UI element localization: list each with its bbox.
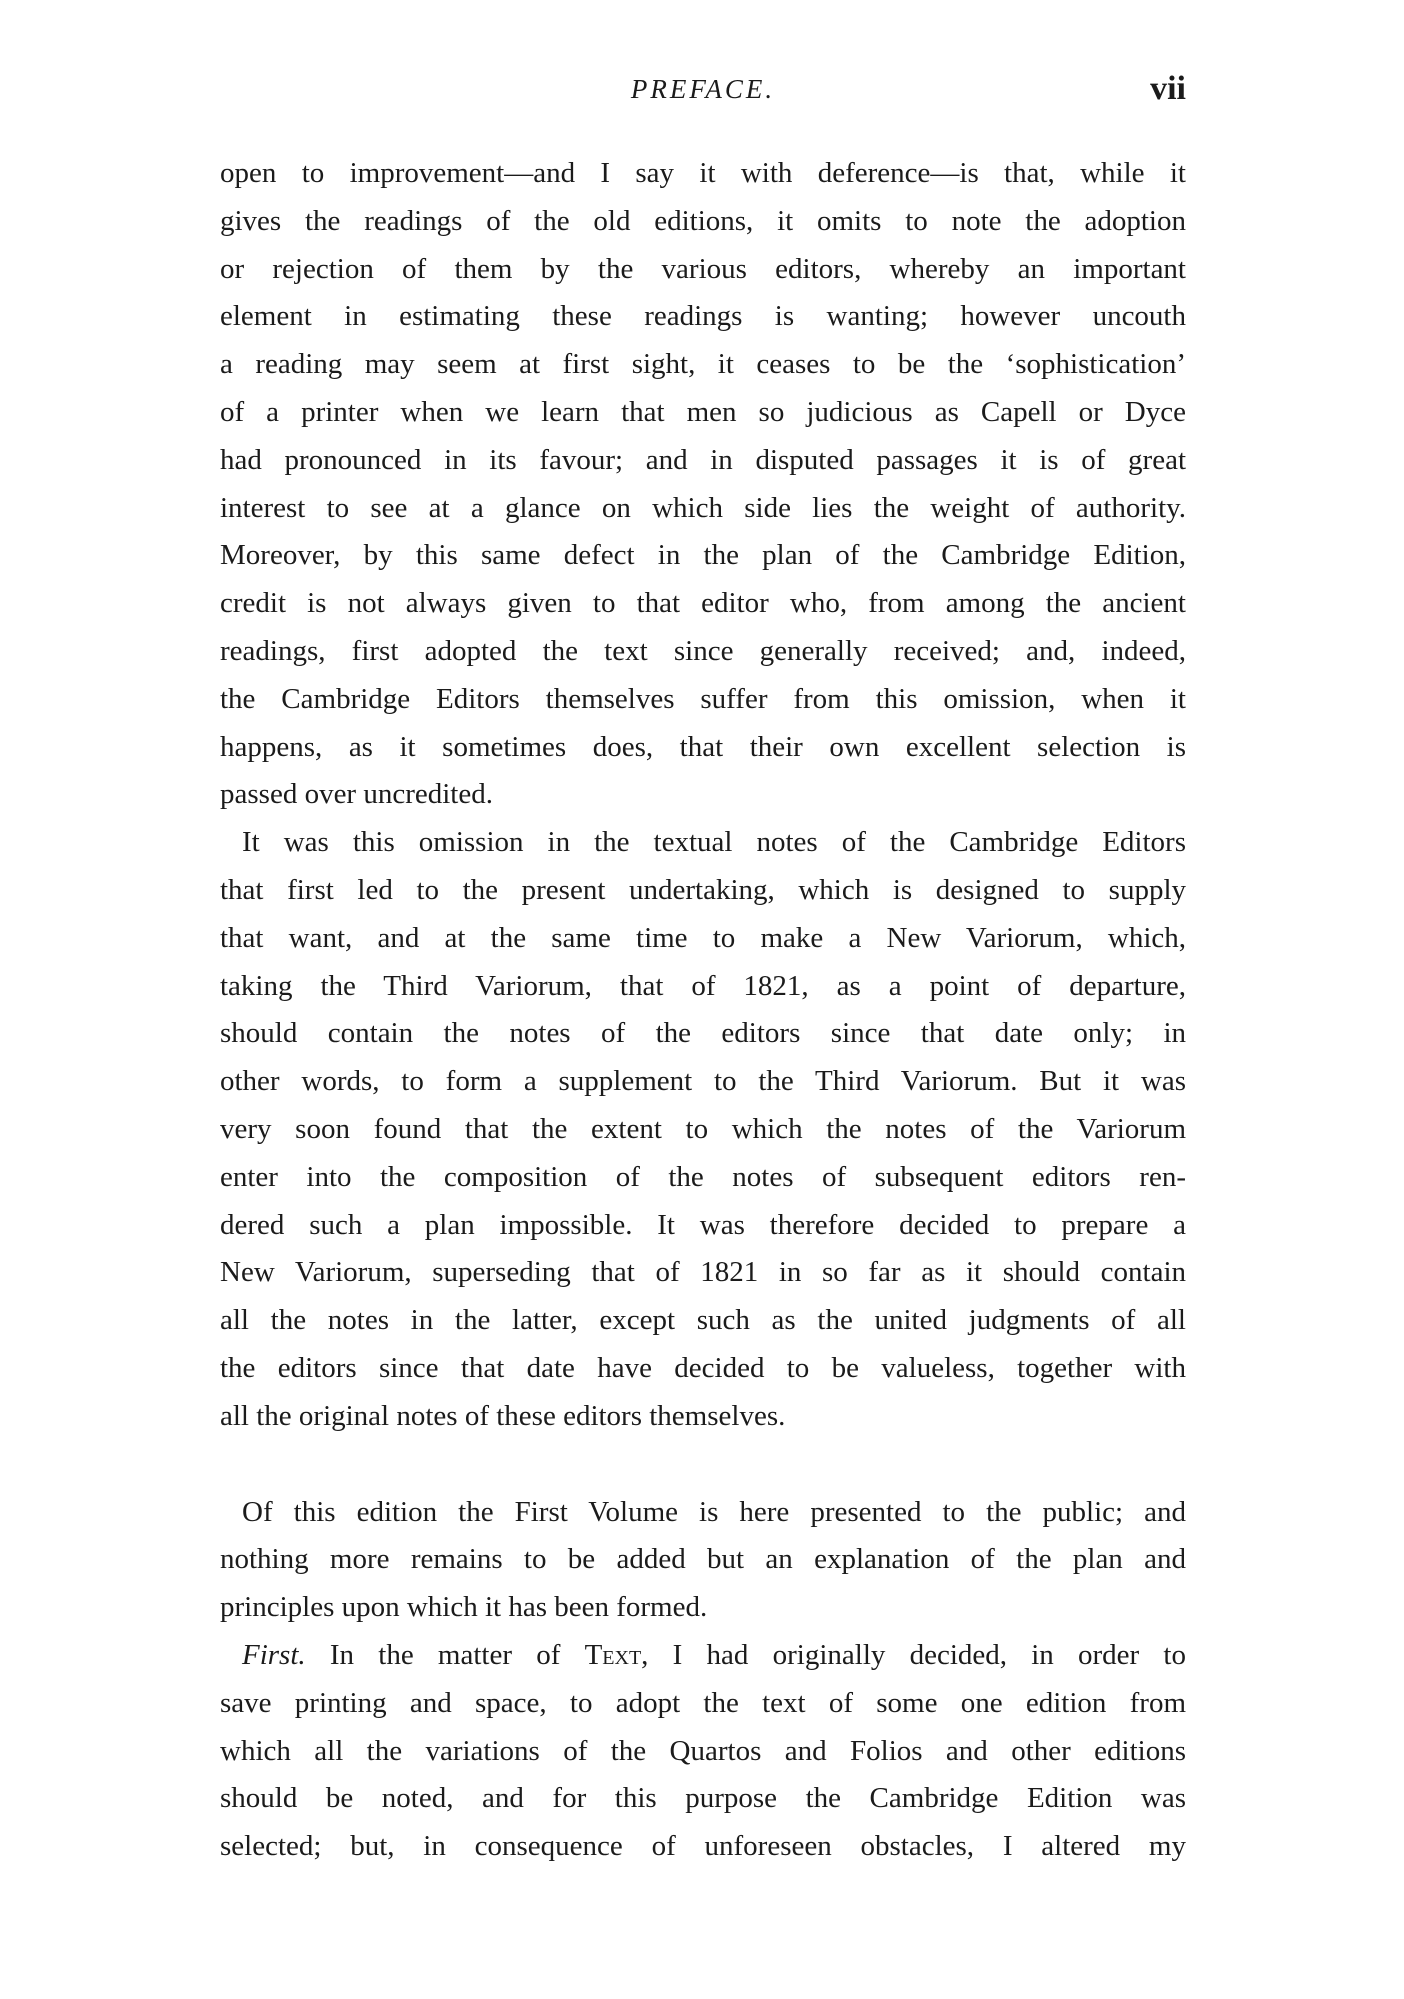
section-gap: [220, 1441, 1186, 1489]
text-fragment: , I had originally decided, in order to: [641, 1638, 1186, 1671]
text-line: New Variorum, superseding that of 1821 in so far as it should contain: [220, 1256, 1186, 1289]
paragraph-4: [220, 1632, 1186, 1871]
text-line: had pronounced in its favour; and in disputed passages it is of great: [220, 443, 1186, 476]
text-fragment: In the matter of: [305, 1638, 585, 1671]
text-line: selected; but, in consequence of unforeseen obstacles, I altered my: [220, 1830, 1186, 1863]
text-line-first: [220, 1632, 1186, 1680]
paragraph-2: [220, 819, 1186, 1440]
first-label: First.: [242, 1638, 306, 1671]
text-line: passed over uncredited.: [220, 778, 493, 811]
text-line: other words, to form a supplement to the Third Variorum. But it was: [220, 1065, 1186, 1098]
text-line: credit is not always given to that editor who, from among the ancient: [220, 587, 1186, 620]
text-line: all the original notes of these editors themselves.: [220, 1399, 786, 1432]
running-title: PREFACE.: [630, 74, 776, 104]
text-line: or rejection of them by the various editors, whereby an important: [220, 252, 1186, 285]
text-line: gives the readings of the old editions, it omits to note the adoption: [220, 204, 1186, 237]
text-line: Of this edition the First Volume is here presented to the public; and: [242, 1495, 1186, 1528]
text-line: a reading may seem at first sight, it ceases to be the ‘sophistication’: [220, 348, 1186, 381]
text-line: element in estimating these readings is wanting; however uncouth: [220, 300, 1186, 333]
body-text: [220, 150, 1186, 1871]
text-line: all the notes in the latter, except such as the united judgments of all: [220, 1304, 1186, 1337]
page-header: [220, 70, 1186, 118]
text-line: that first led to the present undertaking, which is designed to supply: [220, 873, 1186, 906]
text-line: It was this omission in the textual notes of the Cambridge Editors: [242, 826, 1186, 859]
text-line: enter into the composition of the notes of subsequent editors ren-: [220, 1160, 1186, 1193]
text-line: interest to see at a glance on which side lies the weight of authority.: [220, 491, 1186, 524]
text-line: the editors since that date have decided to be valueless, together with: [220, 1351, 1186, 1384]
text-line: readings, first adopted the text since generally received; and, indeed,: [220, 634, 1186, 667]
text-line: open to improvement—and I say it with deference—is that, while it: [220, 157, 1186, 189]
text-line: very soon found that the extent to which the notes of the Variorum: [220, 1112, 1186, 1145]
text-line: happens, as it sometimes does, that their own excellent selection is: [220, 730, 1186, 763]
text-line: Moreover, by this same defect in the plan of the Cambridge Edition,: [220, 539, 1186, 572]
text-line: taking the Third Variorum, that of 1821, as a point of departure,: [220, 969, 1186, 1002]
text-line: dered such a plan impossible. It was therefore decided to prepare a: [220, 1208, 1186, 1241]
text-line: principles upon which it has been formed.: [220, 1591, 708, 1624]
text-line: save printing and space, to adopt the text of some one edition from: [220, 1686, 1186, 1719]
text-term: Text: [584, 1638, 642, 1671]
paragraph-1: [220, 150, 1186, 819]
page-number: vii: [1150, 70, 1186, 107]
paragraph-3: [220, 1489, 1186, 1632]
text-line: of a printer when we learn that men so judicious as Capell or Dyce: [220, 395, 1186, 428]
text-line: which all the variations of the Quartos and Folios and other editions: [220, 1734, 1186, 1767]
text-line: that want, and at the same time to make a New Variorum, which,: [220, 921, 1186, 954]
text-line: nothing more remains to be added but an explanation of the plan and: [220, 1543, 1186, 1576]
text-line: the Cambridge Editors themselves suffer from this omission, when it: [220, 682, 1186, 715]
text-line: should be noted, and for this purpose the Cambridge Edition was: [220, 1782, 1186, 1815]
text-line: should contain the notes of the editors since that date only; in: [220, 1017, 1186, 1050]
